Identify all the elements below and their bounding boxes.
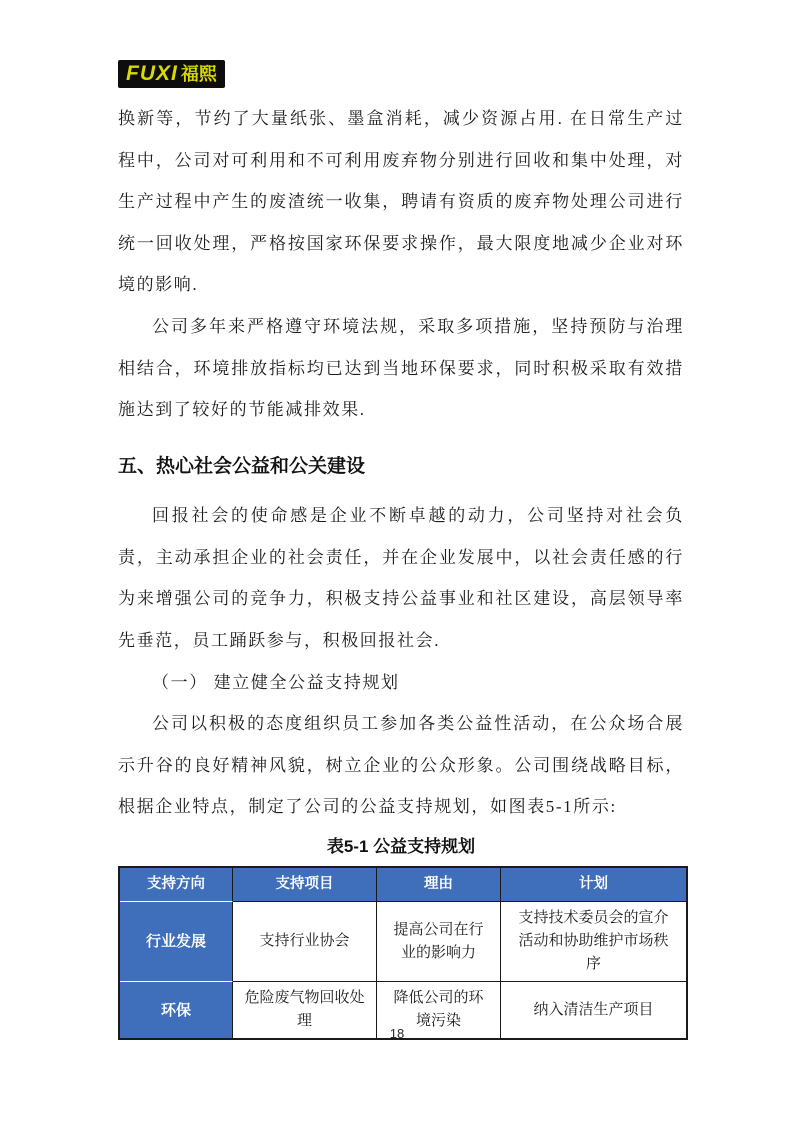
- table-header-row: [120, 868, 686, 902]
- cell-reason: 降低公司的环境污染: [377, 982, 501, 1038]
- sub-section-heading: （一） 建立健全公益支持规划: [152, 672, 400, 692]
- cell-direction: 行业发展: [120, 902, 233, 982]
- cell-project: 危险废气物回收处理: [233, 982, 377, 1038]
- header-cell-project: 支持项目: [233, 868, 377, 902]
- body-paragraph-1: 换新等，节约了大量纸张、墨盒消耗，减少资源占用. 在日常生产过程中，公司对可利用和不可利用废弃物分别进行回收和集中处理，对生产过程中产生的废渣统一收集，聘请有资质的废弃物处理公司进行统一回收处理，严格按国家环保要求操作，最大限度地减少企业对环境的影响.: [118, 109, 684, 295]
- section-heading: 五、热心社会公益和公关建设: [118, 455, 366, 477]
- logo-latin-text: FUXI: [126, 62, 178, 85]
- header-cell-direction: 支持方向: [120, 868, 233, 902]
- company-logo: [118, 60, 225, 88]
- cell-reason: 提高公司在行业的影响力: [377, 902, 501, 982]
- page-content: [118, 60, 684, 1040]
- logo-cjk-text: 福熙: [180, 64, 217, 84]
- cell-plan: 纳入清洁生产项目: [533, 1001, 654, 1018]
- table-caption: 表5-1 公益支持规划: [326, 837, 476, 856]
- cell-plan: 支持技术委员会的宣介活动和协助维护市场秩序: [501, 902, 686, 982]
- body-paragraph-4: 公司以积极的态度组织员工参加各类公益性活动，在公众场合展示升谷的良好精神风貌，树立企业的公众形象。公司围绕战略目标，根据企业特点，制定了公司的公益支持规划，如图表5-1所示:: [118, 714, 684, 817]
- table-row: [120, 902, 686, 982]
- body-paragraph-2: 公司多年来严格遵守环境法规，采取多项措施，坚持预防与治理相结合，环境排放指标均已达到当地环保要求，同时积极采取有效措施达到了较好的节能减排效果.: [118, 316, 684, 420]
- cell-project: 支持行业协会: [233, 902, 377, 982]
- support-plan-table: [118, 866, 688, 1040]
- page-number: 18: [389, 1026, 405, 1041]
- cell-direction: 环保: [120, 982, 233, 1038]
- header-cell-reason: 理由: [377, 868, 501, 902]
- body-paragraph-3: 回报社会的使命感是企业不断卓越的动力，公司坚持对社会负责，主动承担企业的社会责任，并在企业发展中，以社会责任感的行为来增强公司的竞争力，积极支持公益事业和社区建设，高层领导率先垂范，员工踊跃参与，积极回报社会.: [118, 506, 684, 651]
- header-cell-plan: 计划: [501, 868, 686, 902]
